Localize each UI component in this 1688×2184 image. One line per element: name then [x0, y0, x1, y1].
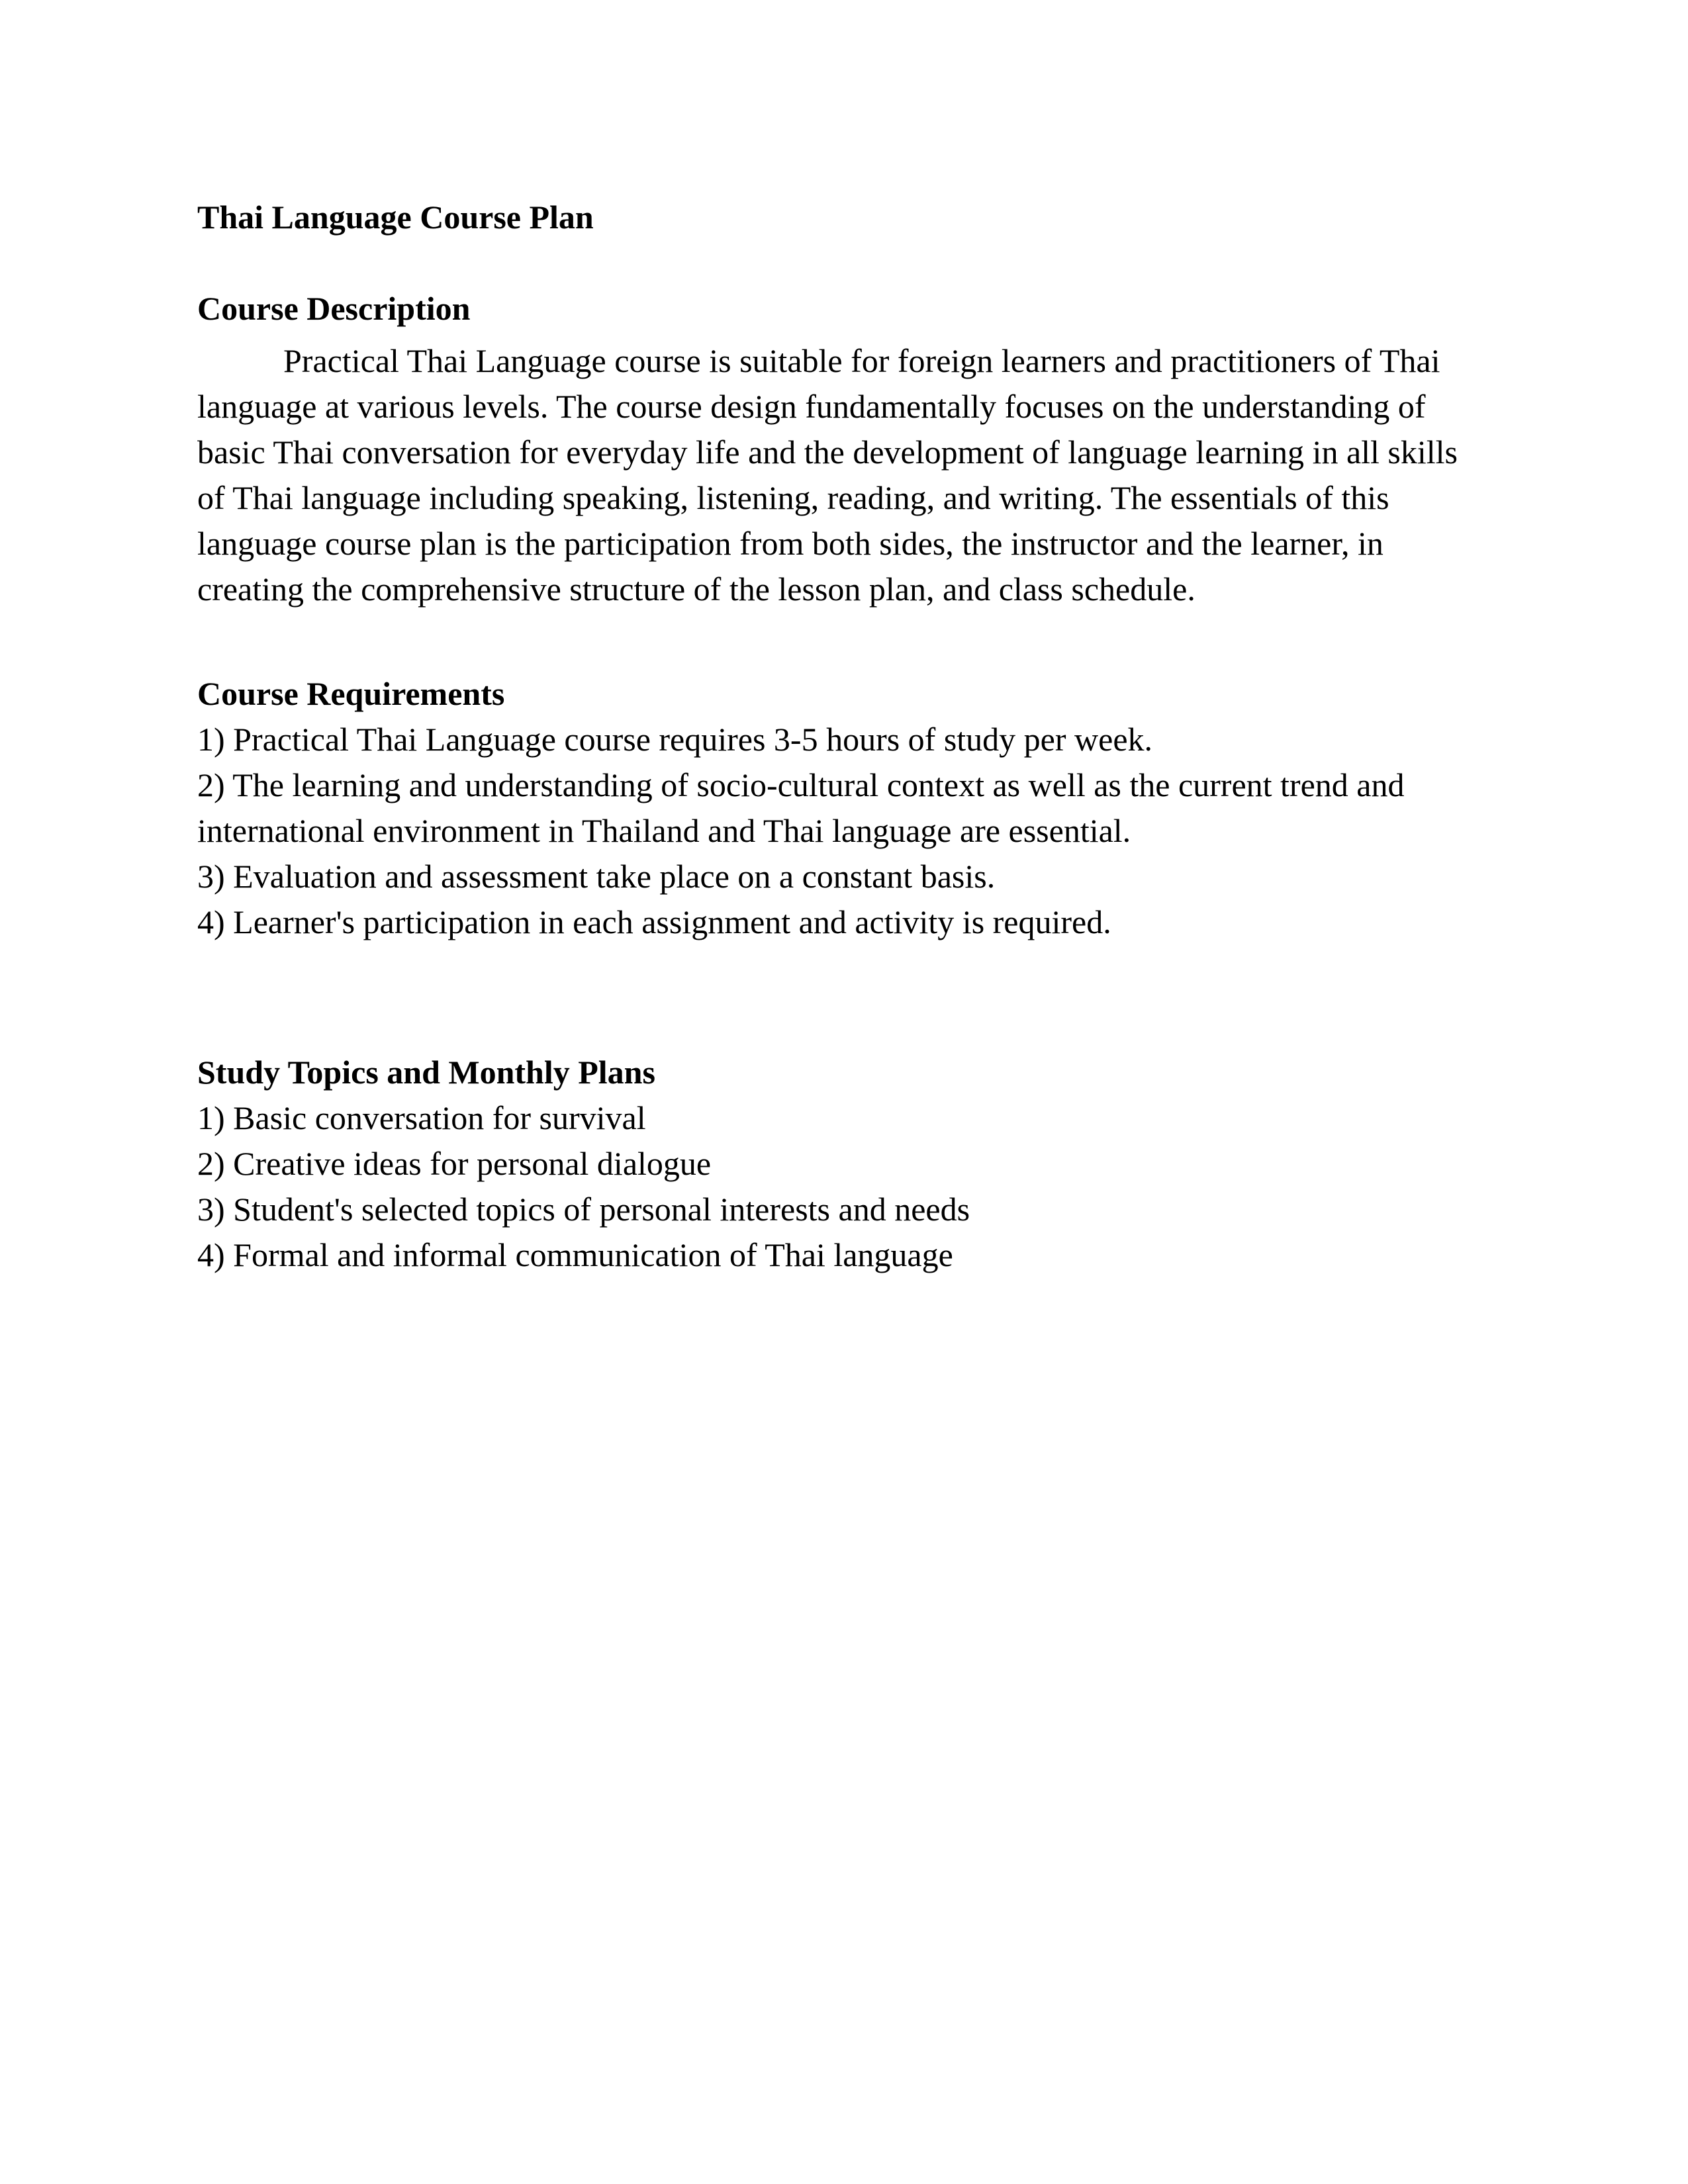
requirement-item-4: 4) Learner's participation in each assignment and activity is required. [197, 903, 1111, 940]
requirement-item-2: 2) The learning and understanding of socio-cultural context as well as the current trend and international environment in Thailand and Thai language are essential. [197, 766, 1405, 849]
course-description-paragraph: Practical Thai Language course is suitable for foreign learners and practitioners of Thai language at various levels. The course design fundamentally focuses on the understanding of basic Thai conversation for everyday life and the development of language learning in all skills of Thai language including speaking, listening, reading, and writing. The essentials of this language course plan is the participation from both sides, the instructor and the learner, in creating the comprehensive structure of the lesson plan, and class schedule. [197, 342, 1458, 608]
blank-line [197, 240, 1489, 286]
study-topic-item-2: 2) Creative ideas for personal dialogue [197, 1145, 712, 1182]
document-title: Thai Language Course Plan [197, 199, 594, 236]
study-topics-heading: Study Topics and Monthly Plans [197, 1054, 655, 1091]
blank-line [197, 612, 1489, 658]
course-description-heading: Course Description [197, 290, 471, 327]
course-requirements-heading: Course Requirements [197, 675, 505, 712]
section-course-requirements [197, 671, 1489, 945]
blank-line [197, 945, 1489, 991]
section-study-topics [197, 1050, 1489, 1278]
requirement-item-3: 3) Evaluation and assessment take place on a constant basis. [197, 858, 996, 895]
section-course-description [197, 286, 1489, 612]
study-topic-item-3: 3) Student's selected topics of personal interests and needs [197, 1191, 970, 1228]
blank-line [197, 991, 1489, 1036]
requirement-item-1: 1) Practical Thai Language course requires 3-5 hours of study per week. [197, 721, 1153, 758]
study-topic-item-4: 4) Formal and informal communication of Thai language [197, 1236, 953, 1273]
study-topic-item-1: 1) Basic conversation for survival [197, 1099, 646, 1136]
